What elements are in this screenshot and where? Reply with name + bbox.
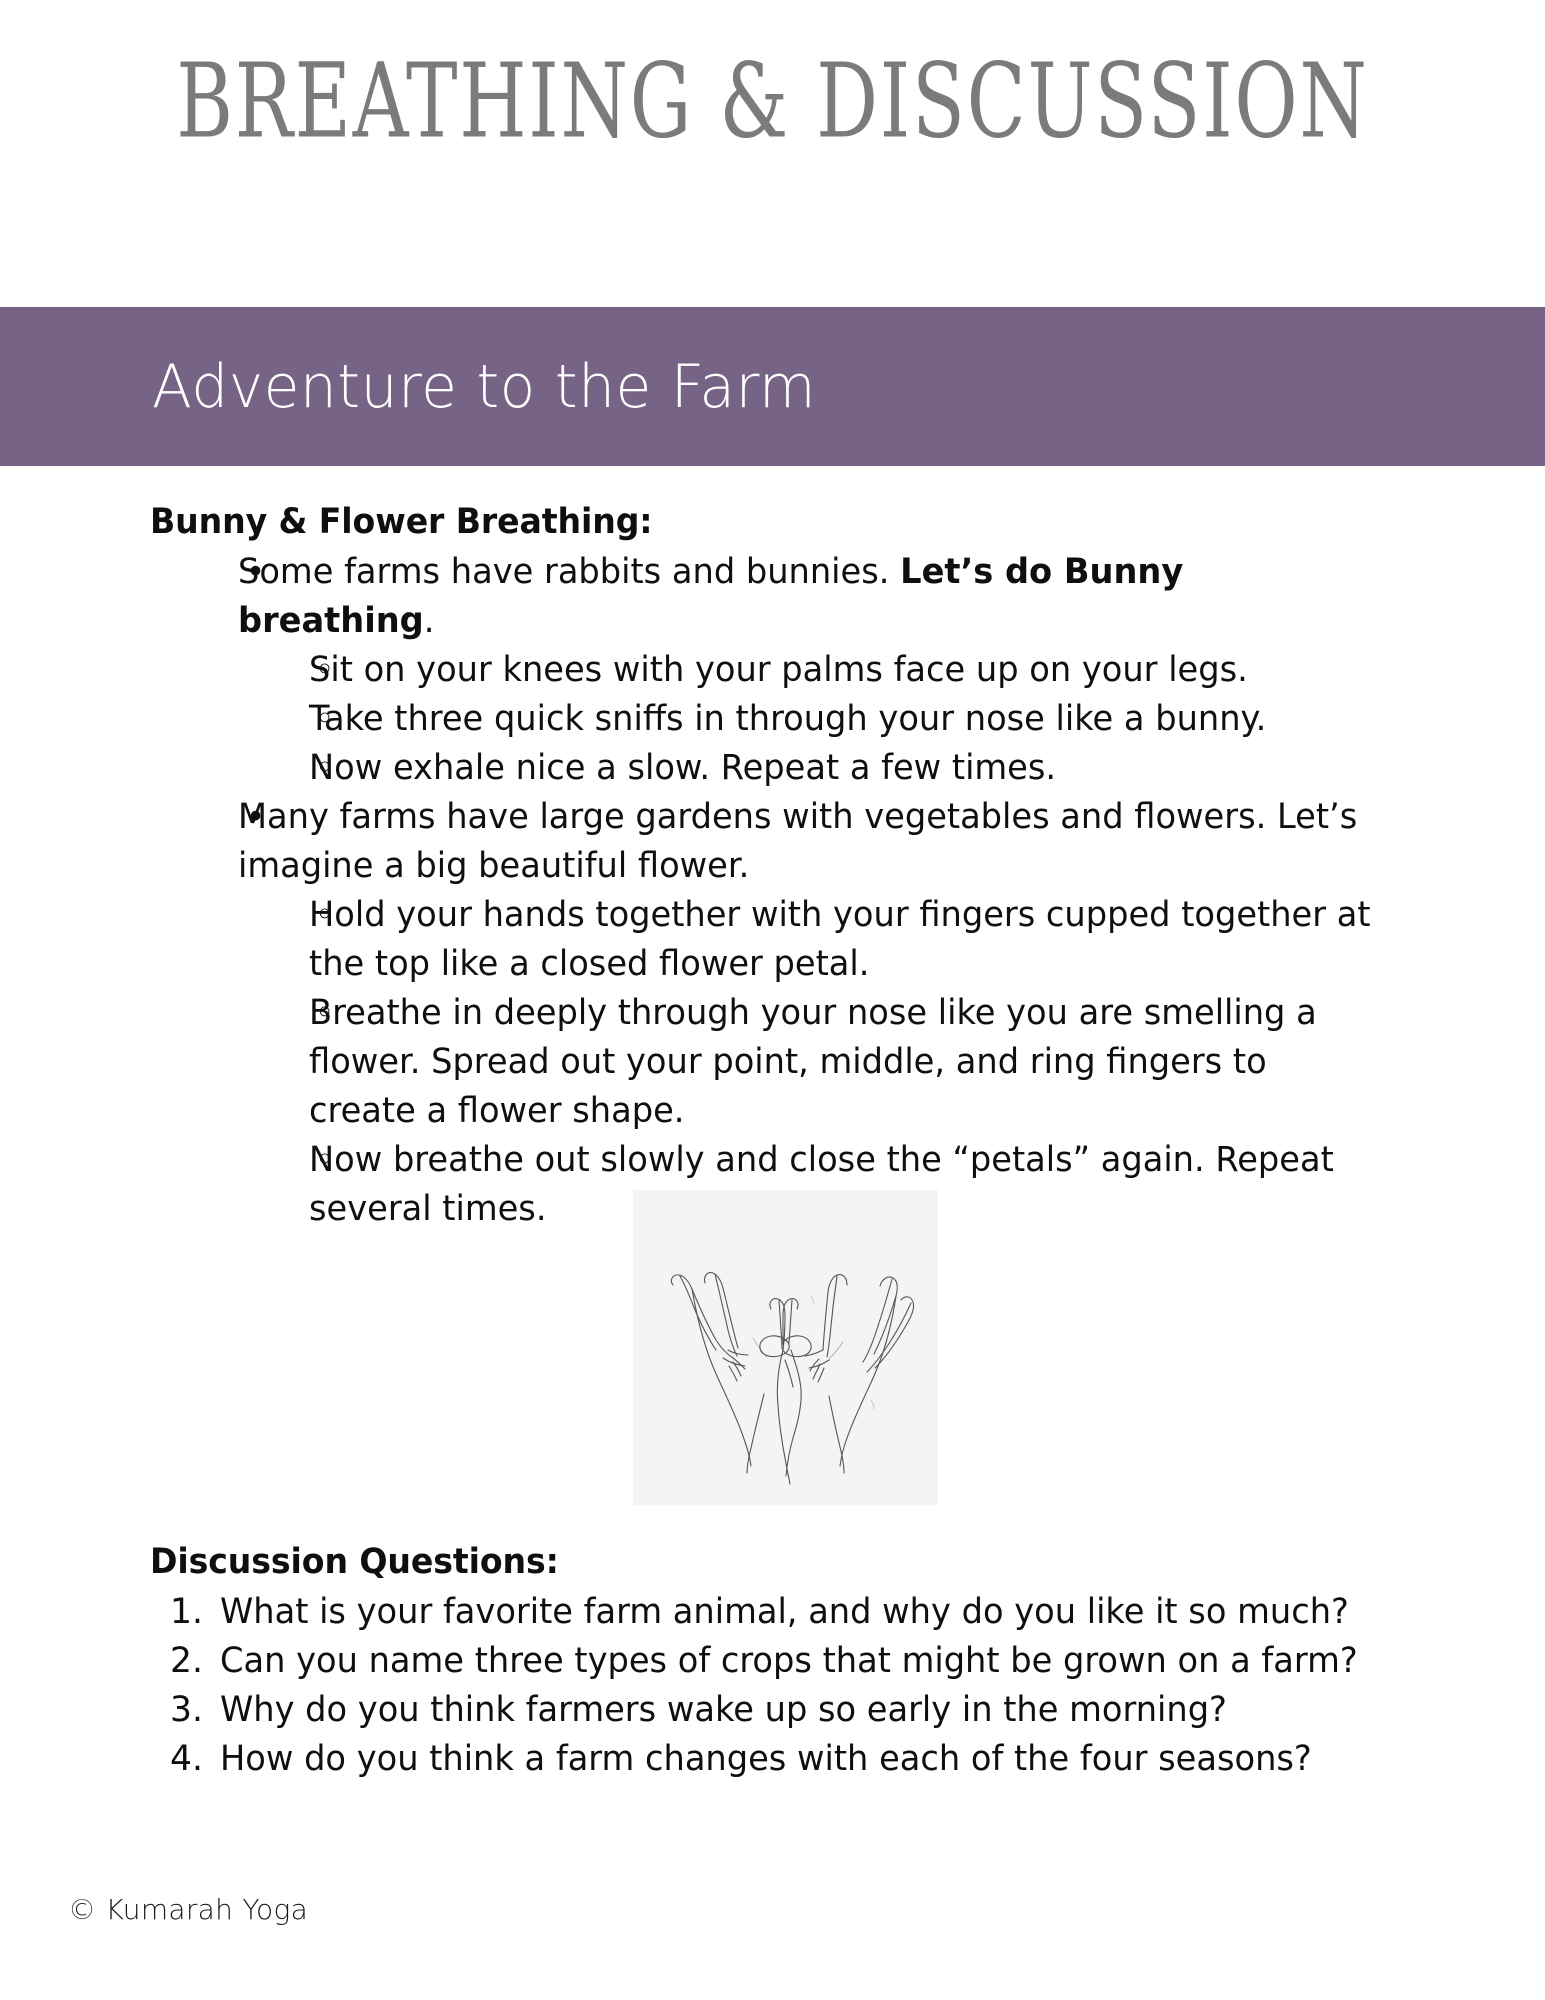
list-item	[262, 695, 1400, 744]
list-item	[170, 1637, 1400, 1686]
breathing-sublist-1	[238, 646, 1400, 793]
question-text: Can you name three types of crops that might be grown on a farm?	[220, 1641, 1358, 1681]
discussion-heading: Discussion Questions:	[150, 1542, 559, 1582]
copyright-footer: © Kumarah Yoga	[68, 1893, 309, 1926]
flower-hands-sketch-image	[633, 1190, 938, 1505]
question-number: 1.	[170, 1592, 203, 1632]
list-item	[186, 548, 1400, 793]
list-item	[262, 646, 1400, 695]
question-text: Why do you think farmers wake up so early in the morning?	[220, 1690, 1227, 1730]
list-item	[262, 744, 1400, 793]
list-item	[170, 1686, 1400, 1735]
section-banner-title: Adventure to the Farm	[152, 351, 817, 422]
question-number: 3.	[170, 1690, 203, 1730]
breathing-bullet-list	[150, 548, 1400, 1234]
breathing-heading: Bunny & Flower Breathing:	[150, 502, 653, 542]
question-text: How do you think a farm changes with each of the four seasons?	[220, 1739, 1312, 1779]
list-item	[170, 1735, 1400, 1784]
subbullet-text: ◦ Hold your hands together with your fingers cupped together at the top like a closed flower petal.	[309, 891, 1373, 989]
question-number: 4.	[170, 1739, 203, 1779]
question-text: What is your favorite farm animal, and why do you like it so much?	[220, 1592, 1349, 1632]
breathing-sublist-2	[238, 891, 1400, 1234]
bullet-text-1: • Some farms have rabbits and bunnies. Let’s do Bunny breathing.	[238, 548, 1371, 646]
page-title: BREATHING & DISCUSSION	[176, 41, 1369, 162]
bullet-text-2: • Many farms have large gardens with vegetables and flowers. Let’s imagine a big beautiful flower.	[238, 793, 1371, 891]
discussion-section	[150, 1538, 1400, 1784]
question-number: 2.	[170, 1641, 203, 1681]
subbullet-text: ◦ Now breathe out slowly and close the “petals” again. Repeat several times.	[309, 1136, 1373, 1234]
list-item	[262, 891, 1400, 989]
list-item	[186, 793, 1400, 1234]
hands-drawing	[633, 1190, 938, 1505]
subbullet-text: ◦ Sit on your knees with your palms face up on your legs.	[309, 646, 1373, 695]
subbullet-text: ◦ Breathe in deeply through your nose like you are smelling a flower. Spread out your point, middle, and ring fingers to create a flower shape.	[309, 989, 1373, 1136]
list-item	[262, 989, 1400, 1136]
subbullet-text: ◦ Take three quick sniffs in through your nose like a bunny.	[309, 695, 1373, 744]
discussion-question-list	[150, 1588, 1400, 1784]
section-banner	[0, 307, 1545, 466]
breathing-section	[150, 498, 1400, 1234]
subbullet-text: ◦ Now exhale nice a slow. Repeat a few times.	[309, 744, 1373, 793]
list-item	[170, 1588, 1400, 1637]
